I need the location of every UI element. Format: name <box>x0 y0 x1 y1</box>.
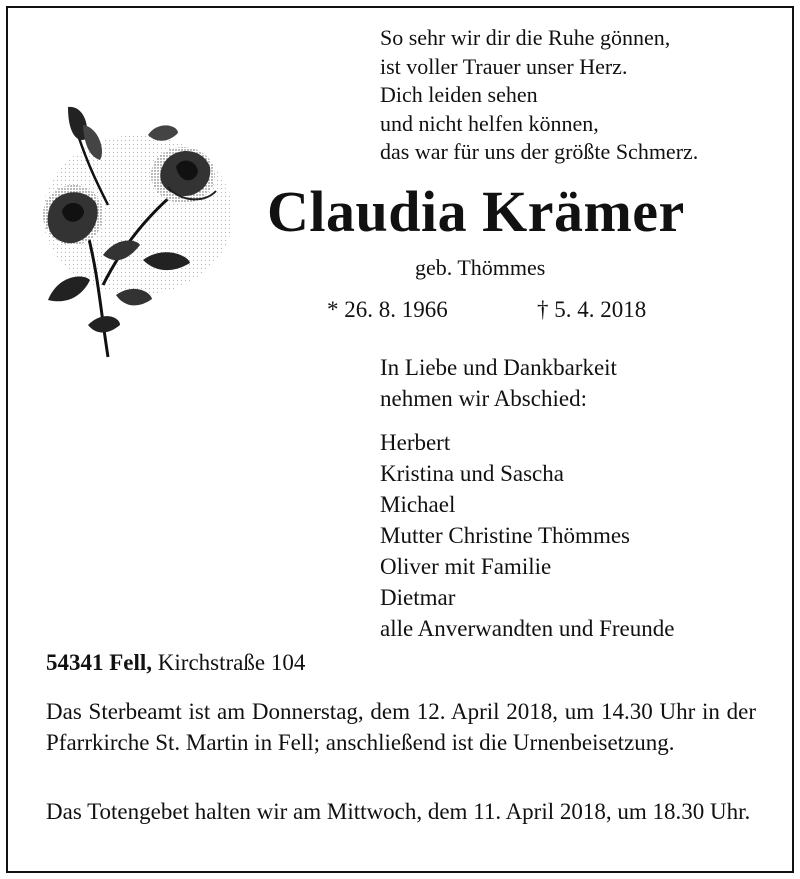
mourner: Michael <box>380 492 456 517</box>
poem-line: ist voller Trauer unser Herz. <box>380 53 628 79</box>
poem-line: das war für uns der größte Schmerz. <box>380 139 699 164</box>
poem-line: und nicht helfen können, <box>380 110 599 136</box>
deceased-name: Claudia Krämer <box>267 179 685 244</box>
prayer-info: Das Totengebet halten wir am Mittwoch, dem 11. April 2018, um 18.30 Uhr. <box>46 799 751 824</box>
farewell-text <box>380 352 617 414</box>
mourner: Oliver mit Familie <box>380 554 552 579</box>
poem-line: So sehr wir dir die Ruhe gönnen, <box>380 25 671 50</box>
address-street: Kirchstraße 104 <box>157 650 306 675</box>
mourner: alle Anverwandten und Freunde <box>380 616 675 641</box>
farewell-line: In Liebe und Dankbarkeit <box>380 355 617 380</box>
mourner: Kristina und Sascha <box>380 461 564 486</box>
rose-illustration-icon <box>28 95 238 365</box>
funeral-info: Das Sterbeamt ist am Donnerstag, dem 12. April 2018, um 14.30 Uhr in der Pfarrkirche St. Martin in Fell; anschließend ist die Urnenbeisetzung. <box>46 699 756 755</box>
birth-date: * 26. 8. 1966 <box>327 297 448 322</box>
mourner: Herbert <box>380 430 451 455</box>
farewell-line: nehmen wir Abschied: <box>380 386 587 411</box>
poem-line: Dich leiden sehen <box>380 82 538 107</box>
mourner: Mutter Christine Thömmes <box>380 523 631 548</box>
death-date: † 5. 4. 2018 <box>537 297 647 322</box>
poem <box>380 24 698 167</box>
birth-name: geb. Thömmes <box>415 255 546 280</box>
address-town: 54341 Fell, <box>46 650 153 675</box>
mourners-list <box>380 427 674 644</box>
mourner: Dietmar <box>380 585 456 610</box>
address <box>46 650 305 676</box>
